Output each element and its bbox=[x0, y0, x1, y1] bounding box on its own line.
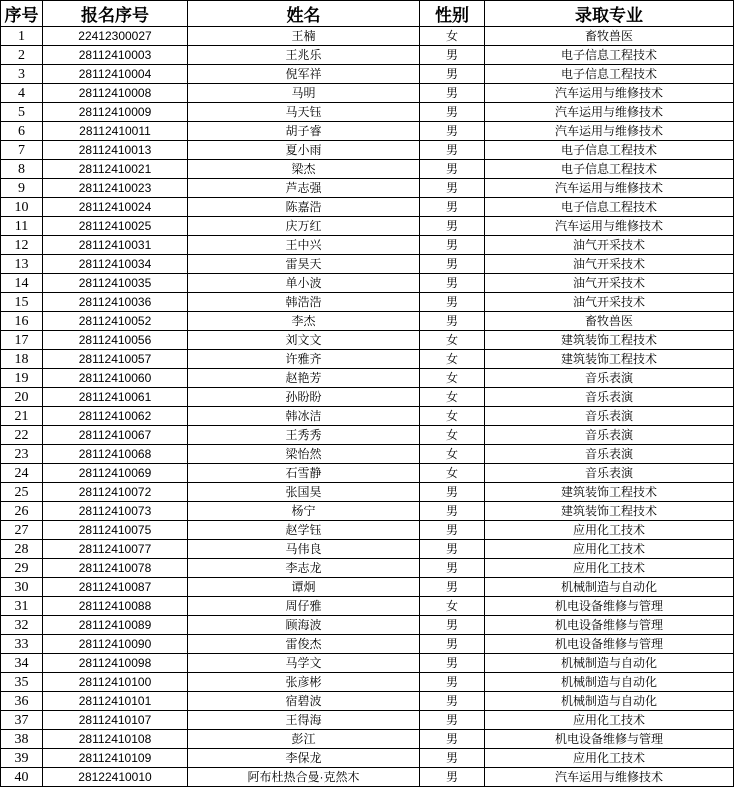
cell-registration-number: 28112410087 bbox=[43, 578, 188, 597]
cell-gender: 男 bbox=[420, 103, 485, 122]
table-row bbox=[1, 426, 734, 445]
cell-registration-number: 28122410010 bbox=[43, 768, 188, 787]
cell-registration-number: 28112410067 bbox=[43, 426, 188, 445]
cell-index: 32 bbox=[1, 616, 43, 635]
cell-registration-number: 28112410057 bbox=[43, 350, 188, 369]
table-row bbox=[1, 312, 734, 331]
cell-index: 20 bbox=[1, 388, 43, 407]
table-row bbox=[1, 407, 734, 426]
cell-index: 23 bbox=[1, 445, 43, 464]
cell-gender: 女 bbox=[420, 388, 485, 407]
cell-name: 谭炯 bbox=[188, 578, 420, 597]
table-row bbox=[1, 673, 734, 692]
cell-index: 35 bbox=[1, 673, 43, 692]
cell-registration-number: 28112410036 bbox=[43, 293, 188, 312]
cell-index: 27 bbox=[1, 521, 43, 540]
table-row bbox=[1, 274, 734, 293]
cell-gender: 男 bbox=[420, 255, 485, 274]
cell-registration-number: 28112410098 bbox=[43, 654, 188, 673]
cell-index: 37 bbox=[1, 711, 43, 730]
cell-name: 倪军祥 bbox=[188, 65, 420, 84]
cell-index: 21 bbox=[1, 407, 43, 426]
cell-gender: 男 bbox=[420, 217, 485, 236]
cell-registration-number: 28112410077 bbox=[43, 540, 188, 559]
cell-major: 应用化工技术 bbox=[485, 749, 734, 768]
cell-name: 马天钰 bbox=[188, 103, 420, 122]
cell-index: 28 bbox=[1, 540, 43, 559]
cell-name: 芦志强 bbox=[188, 179, 420, 198]
cell-major: 建筑装饰工程技术 bbox=[485, 483, 734, 502]
table-row bbox=[1, 255, 734, 274]
cell-registration-number: 28112410075 bbox=[43, 521, 188, 540]
cell-gender: 男 bbox=[420, 654, 485, 673]
cell-name: 韩浩浩 bbox=[188, 293, 420, 312]
cell-name: 刘文文 bbox=[188, 331, 420, 350]
cell-major: 油气开采技术 bbox=[485, 293, 734, 312]
cell-registration-number: 28112410068 bbox=[43, 445, 188, 464]
cell-name: 马伟良 bbox=[188, 540, 420, 559]
table-row bbox=[1, 293, 734, 312]
cell-gender: 男 bbox=[420, 502, 485, 521]
cell-gender: 男 bbox=[420, 65, 485, 84]
cell-name: 石雪静 bbox=[188, 464, 420, 483]
table-row bbox=[1, 65, 734, 84]
cell-name: 王得海 bbox=[188, 711, 420, 730]
table-row bbox=[1, 217, 734, 236]
cell-gender: 男 bbox=[420, 635, 485, 654]
cell-name: 王楠 bbox=[188, 27, 420, 46]
table-row bbox=[1, 350, 734, 369]
cell-registration-number: 28112410035 bbox=[43, 274, 188, 293]
cell-major: 汽车运用与维修技术 bbox=[485, 84, 734, 103]
table-row bbox=[1, 711, 734, 730]
cell-index: 26 bbox=[1, 502, 43, 521]
table-row bbox=[1, 464, 734, 483]
table-row bbox=[1, 635, 734, 654]
cell-name: 许雅齐 bbox=[188, 350, 420, 369]
cell-registration-number: 28112410023 bbox=[43, 179, 188, 198]
cell-index: 31 bbox=[1, 597, 43, 616]
cell-index: 8 bbox=[1, 160, 43, 179]
table-row bbox=[1, 445, 734, 464]
cell-gender: 男 bbox=[420, 236, 485, 255]
cell-registration-number: 28112410107 bbox=[43, 711, 188, 730]
cell-gender: 女 bbox=[420, 464, 485, 483]
cell-name: 李杰 bbox=[188, 312, 420, 331]
cell-registration-number: 28112410056 bbox=[43, 331, 188, 350]
cell-major: 畜牧兽医 bbox=[485, 27, 734, 46]
table-row bbox=[1, 198, 734, 217]
table-row bbox=[1, 141, 734, 160]
cell-name: 陈嘉浩 bbox=[188, 198, 420, 217]
cell-index: 14 bbox=[1, 274, 43, 293]
cell-major: 机械制造与自动化 bbox=[485, 692, 734, 711]
cell-name: 王兆乐 bbox=[188, 46, 420, 65]
table-row bbox=[1, 521, 734, 540]
cell-major: 音乐表演 bbox=[485, 407, 734, 426]
cell-major: 应用化工技术 bbox=[485, 540, 734, 559]
cell-index: 9 bbox=[1, 179, 43, 198]
cell-index: 33 bbox=[1, 635, 43, 654]
cell-gender: 男 bbox=[420, 179, 485, 198]
cell-registration-number: 28112410024 bbox=[43, 198, 188, 217]
cell-gender: 女 bbox=[420, 350, 485, 369]
cell-index: 2 bbox=[1, 46, 43, 65]
cell-gender: 男 bbox=[420, 198, 485, 217]
cell-gender: 男 bbox=[420, 768, 485, 787]
cell-name: 李志龙 bbox=[188, 559, 420, 578]
cell-major: 机械制造与自动化 bbox=[485, 673, 734, 692]
cell-index: 10 bbox=[1, 198, 43, 217]
cell-index: 12 bbox=[1, 236, 43, 255]
cell-major: 汽车运用与维修技术 bbox=[485, 103, 734, 122]
cell-gender: 女 bbox=[420, 597, 485, 616]
cell-registration-number: 28112410089 bbox=[43, 616, 188, 635]
cell-registration-number: 28112410004 bbox=[43, 65, 188, 84]
table-header bbox=[1, 1, 734, 27]
cell-registration-number: 28112410034 bbox=[43, 255, 188, 274]
cell-index: 38 bbox=[1, 730, 43, 749]
table-row bbox=[1, 749, 734, 768]
cell-gender: 男 bbox=[420, 274, 485, 293]
cell-gender: 男 bbox=[420, 84, 485, 103]
cell-major: 音乐表演 bbox=[485, 445, 734, 464]
cell-registration-number: 28112410061 bbox=[43, 388, 188, 407]
table-row bbox=[1, 597, 734, 616]
cell-name: 彭江 bbox=[188, 730, 420, 749]
table-row bbox=[1, 578, 734, 597]
cell-registration-number: 28112410062 bbox=[43, 407, 188, 426]
cell-major: 电子信息工程技术 bbox=[485, 141, 734, 160]
cell-name: 赵艳芳 bbox=[188, 369, 420, 388]
cell-name: 单小波 bbox=[188, 274, 420, 293]
cell-major: 机电设备维修与管理 bbox=[485, 635, 734, 654]
table-row bbox=[1, 122, 734, 141]
cell-gender: 女 bbox=[420, 426, 485, 445]
cell-index: 34 bbox=[1, 654, 43, 673]
table-row bbox=[1, 331, 734, 350]
cell-registration-number: 28112410101 bbox=[43, 692, 188, 711]
cell-gender: 男 bbox=[420, 160, 485, 179]
cell-gender: 男 bbox=[420, 521, 485, 540]
cell-registration-number: 28112410021 bbox=[43, 160, 188, 179]
table-row bbox=[1, 559, 734, 578]
cell-registration-number: 28112410025 bbox=[43, 217, 188, 236]
cell-gender: 男 bbox=[420, 312, 485, 331]
cell-gender: 男 bbox=[420, 46, 485, 65]
cell-major: 音乐表演 bbox=[485, 388, 734, 407]
cell-index: 6 bbox=[1, 122, 43, 141]
cell-registration-number: 28112410069 bbox=[43, 464, 188, 483]
header-index: 序号 bbox=[1, 1, 43, 27]
table-row bbox=[1, 369, 734, 388]
table-row bbox=[1, 160, 734, 179]
cell-name: 孙盼盼 bbox=[188, 388, 420, 407]
cell-major: 油气开采技术 bbox=[485, 236, 734, 255]
table-body bbox=[1, 27, 734, 787]
cell-name: 宿碧波 bbox=[188, 692, 420, 711]
table-row bbox=[1, 654, 734, 673]
cell-registration-number: 28112410052 bbox=[43, 312, 188, 331]
cell-major: 油气开采技术 bbox=[485, 255, 734, 274]
table-row bbox=[1, 103, 734, 122]
cell-gender: 男 bbox=[420, 559, 485, 578]
cell-index: 39 bbox=[1, 749, 43, 768]
cell-index: 29 bbox=[1, 559, 43, 578]
table-row bbox=[1, 46, 734, 65]
header-major: 录取专业 bbox=[485, 1, 734, 27]
cell-name: 梁杰 bbox=[188, 160, 420, 179]
cell-index: 18 bbox=[1, 350, 43, 369]
header-registration-number: 报名序号 bbox=[43, 1, 188, 27]
cell-name: 张彦彬 bbox=[188, 673, 420, 692]
cell-major: 油气开采技术 bbox=[485, 274, 734, 293]
cell-major: 建筑装饰工程技术 bbox=[485, 331, 734, 350]
cell-major: 汽车运用与维修技术 bbox=[485, 122, 734, 141]
cell-registration-number: 28112410100 bbox=[43, 673, 188, 692]
cell-name: 庆万红 bbox=[188, 217, 420, 236]
cell-registration-number: 28112410009 bbox=[43, 103, 188, 122]
cell-index: 40 bbox=[1, 768, 43, 787]
header-name: 姓名 bbox=[188, 1, 420, 27]
cell-major: 汽车运用与维修技术 bbox=[485, 768, 734, 787]
cell-name: 韩冰洁 bbox=[188, 407, 420, 426]
cell-name: 马学文 bbox=[188, 654, 420, 673]
header-gender: 性别 bbox=[420, 1, 485, 27]
cell-name: 雷昊天 bbox=[188, 255, 420, 274]
cell-index: 5 bbox=[1, 103, 43, 122]
cell-gender: 男 bbox=[420, 540, 485, 559]
cell-major: 应用化工技术 bbox=[485, 711, 734, 730]
cell-index: 15 bbox=[1, 293, 43, 312]
cell-registration-number: 28112410073 bbox=[43, 502, 188, 521]
cell-index: 25 bbox=[1, 483, 43, 502]
table-row bbox=[1, 388, 734, 407]
cell-name: 雷俊杰 bbox=[188, 635, 420, 654]
cell-major: 电子信息工程技术 bbox=[485, 198, 734, 217]
header-row bbox=[1, 1, 734, 27]
cell-major: 音乐表演 bbox=[485, 426, 734, 445]
cell-major: 建筑装饰工程技术 bbox=[485, 350, 734, 369]
cell-registration-number: 22412300027 bbox=[43, 27, 188, 46]
cell-gender: 男 bbox=[420, 749, 485, 768]
cell-index: 4 bbox=[1, 84, 43, 103]
cell-name: 顾海波 bbox=[188, 616, 420, 635]
cell-major: 机械制造与自动化 bbox=[485, 578, 734, 597]
cell-major: 电子信息工程技术 bbox=[485, 160, 734, 179]
cell-gender: 男 bbox=[420, 616, 485, 635]
table-row bbox=[1, 236, 734, 255]
cell-major: 音乐表演 bbox=[485, 369, 734, 388]
cell-registration-number: 28112410109 bbox=[43, 749, 188, 768]
cell-major: 汽车运用与维修技术 bbox=[485, 217, 734, 236]
table-row bbox=[1, 179, 734, 198]
cell-major: 机电设备维修与管理 bbox=[485, 616, 734, 635]
cell-gender: 女 bbox=[420, 27, 485, 46]
table-row bbox=[1, 84, 734, 103]
cell-index: 36 bbox=[1, 692, 43, 711]
cell-registration-number: 28112410090 bbox=[43, 635, 188, 654]
cell-name: 夏小雨 bbox=[188, 141, 420, 160]
table-row bbox=[1, 768, 734, 787]
cell-index: 1 bbox=[1, 27, 43, 46]
cell-name: 张国昊 bbox=[188, 483, 420, 502]
cell-name: 王中兴 bbox=[188, 236, 420, 255]
cell-major: 应用化工技术 bbox=[485, 559, 734, 578]
cell-gender: 男 bbox=[420, 141, 485, 160]
cell-major: 机电设备维修与管理 bbox=[485, 730, 734, 749]
cell-gender: 男 bbox=[420, 673, 485, 692]
cell-gender: 男 bbox=[420, 711, 485, 730]
cell-name: 李保龙 bbox=[188, 749, 420, 768]
cell-gender: 女 bbox=[420, 407, 485, 426]
cell-index: 22 bbox=[1, 426, 43, 445]
cell-index: 16 bbox=[1, 312, 43, 331]
cell-registration-number: 28112410078 bbox=[43, 559, 188, 578]
table-row bbox=[1, 730, 734, 749]
cell-major: 音乐表演 bbox=[485, 464, 734, 483]
cell-major: 应用化工技术 bbox=[485, 521, 734, 540]
cell-gender: 男 bbox=[420, 122, 485, 141]
cell-gender: 女 bbox=[420, 369, 485, 388]
table-row bbox=[1, 692, 734, 711]
cell-registration-number: 28112410060 bbox=[43, 369, 188, 388]
table-row bbox=[1, 616, 734, 635]
table-row bbox=[1, 502, 734, 521]
cell-name: 梁怡然 bbox=[188, 445, 420, 464]
cell-major: 汽车运用与维修技术 bbox=[485, 179, 734, 198]
cell-major: 电子信息工程技术 bbox=[485, 65, 734, 84]
cell-gender: 男 bbox=[420, 578, 485, 597]
cell-gender: 男 bbox=[420, 293, 485, 312]
cell-registration-number: 28112410008 bbox=[43, 84, 188, 103]
cell-name: 周仔雅 bbox=[188, 597, 420, 616]
cell-gender: 男 bbox=[420, 692, 485, 711]
cell-index: 24 bbox=[1, 464, 43, 483]
cell-major: 机电设备维修与管理 bbox=[485, 597, 734, 616]
cell-name: 胡子睿 bbox=[188, 122, 420, 141]
cell-registration-number: 28112410013 bbox=[43, 141, 188, 160]
cell-index: 30 bbox=[1, 578, 43, 597]
cell-index: 19 bbox=[1, 369, 43, 388]
cell-registration-number: 28112410031 bbox=[43, 236, 188, 255]
table-row bbox=[1, 27, 734, 46]
cell-gender: 男 bbox=[420, 730, 485, 749]
table-row bbox=[1, 483, 734, 502]
cell-gender: 男 bbox=[420, 483, 485, 502]
cell-index: 17 bbox=[1, 331, 43, 350]
cell-major: 畜牧兽医 bbox=[485, 312, 734, 331]
cell-major: 建筑装饰工程技术 bbox=[485, 502, 734, 521]
cell-registration-number: 28112410088 bbox=[43, 597, 188, 616]
cell-registration-number: 28112410011 bbox=[43, 122, 188, 141]
cell-name: 赵学钰 bbox=[188, 521, 420, 540]
cell-registration-number: 28112410003 bbox=[43, 46, 188, 65]
cell-index: 7 bbox=[1, 141, 43, 160]
cell-index: 11 bbox=[1, 217, 43, 236]
table-row bbox=[1, 540, 734, 559]
cell-major: 电子信息工程技术 bbox=[485, 46, 734, 65]
cell-registration-number: 28112410108 bbox=[43, 730, 188, 749]
cell-major: 机械制造与自动化 bbox=[485, 654, 734, 673]
cell-index: 3 bbox=[1, 65, 43, 84]
cell-gender: 女 bbox=[420, 331, 485, 350]
cell-name: 马明 bbox=[188, 84, 420, 103]
cell-registration-number: 28112410072 bbox=[43, 483, 188, 502]
cell-index: 13 bbox=[1, 255, 43, 274]
cell-name: 王秀秀 bbox=[188, 426, 420, 445]
cell-name: 杨宁 bbox=[188, 502, 420, 521]
cell-gender: 女 bbox=[420, 445, 485, 464]
cell-name: 阿布杜热合曼·克然木 bbox=[188, 768, 420, 787]
